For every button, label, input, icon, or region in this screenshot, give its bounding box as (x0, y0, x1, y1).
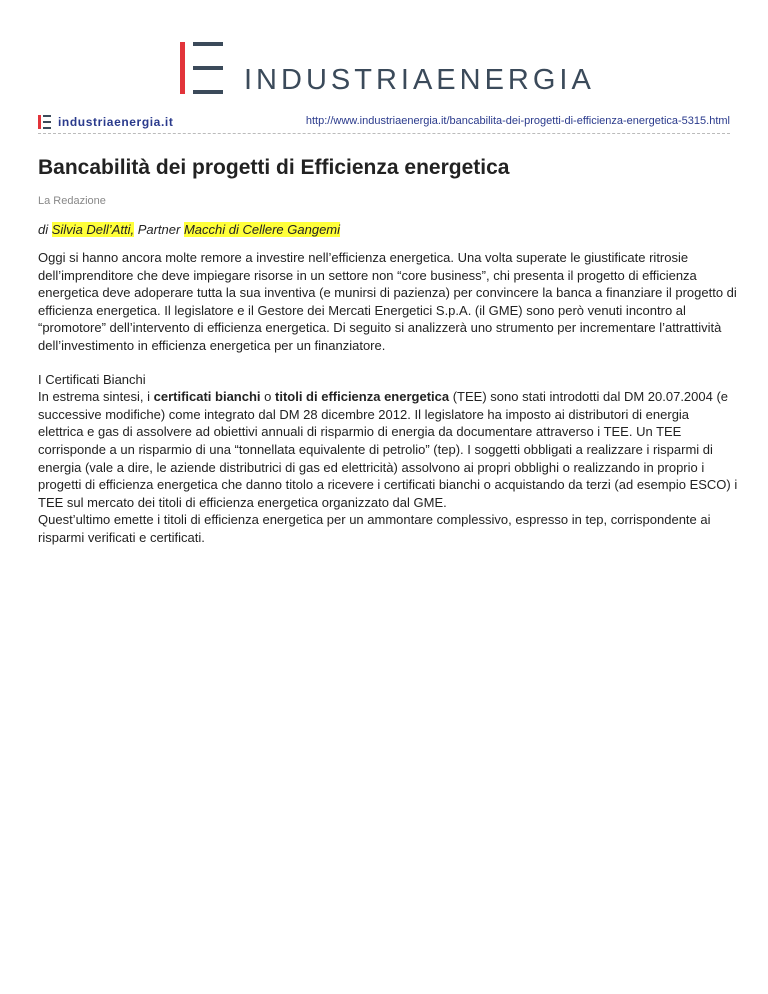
article-body (38, 249, 738, 563)
site-logo[interactable] (180, 40, 595, 96)
term-certificati-bianchi: certificati bianchi (153, 389, 261, 405)
term-titoli-efficienza: titoli di efficienza energetica (275, 389, 450, 405)
logo-mark-icon (180, 40, 226, 96)
byline-role: Partner (134, 222, 184, 237)
paragraph-intro: Oggi si hanno ancora molte remore a investire nell’efficienza energetica. Una volta superate le giustificate ritrosie dell’imprenditore che deve impiegare risorse in un settore non “core business”, chi presenta il progetto di efficienza energetica deve adoperare tutta la sua inventiva (e munirsi di pazienza) per convincere la banca a finanziare il progetto di efficienza energetica. Il legislatore e il Gestore dei Mercati Energetici S.p.A. (il GME) sono però venuti incontro al “promotore” dell’intervento di efficienza energetica. Di seguito si analizzerà uno strumento per incrementare l’attrattività dell’investimento in efficienza energetica per un finanziatore. (38, 250, 737, 353)
byline-firm: Macchi di Cellere Gangemi (183, 222, 341, 237)
header-bar (38, 114, 730, 132)
byline (38, 222, 340, 237)
paragraph-gme: Quest’ultimo emette i titoli di efficienza energetica per un ammontare complessivo, espresso in tep, corrispondente ai risparmi verificati e certificati. (38, 512, 711, 545)
text-span: In estrema sintesi, i (38, 389, 154, 405)
text-span: (TEE) sono stati introdotti dal DM 20.07.2004 (e successive modifiche) come integrato dal DM 28 dicembre 2012. Il legislatore ha imposto ai distributori di energia elettrica e gas di assolvere ad obiettivi annuali di risparmio di energia da documentare attraverso i TEE. Un TEE corrisponde a un risparmio di una “tonnellata equivalente di petrolio” (tep). I soggetti obbligati a realizzare i risparmi di energia (vale a dire, le aziende distributrici di gas ed elettricità) assolvono ai propri obblighi o realizzando in proprio i progetti di efficienza energetica che danno titolo a ricevere i certificati bianchi o acquistando da terzi (ad esempio ESCO) i TEE sul mercato dei titoli di efficienza energetica organizzato dal GME. (38, 389, 738, 510)
byline-prefix: di (38, 222, 52, 237)
text-span: o (260, 389, 275, 405)
header-divider (38, 133, 730, 134)
site-name-link[interactable]: industriaenergia.it (58, 115, 174, 129)
article-title: Bancabilità dei progetti di Efficienza energetica (38, 156, 510, 179)
byline-author-name: Silvia Dell’Atti, (51, 222, 135, 237)
logo-text: INDUSTRIAENERGIA (244, 63, 595, 96)
article-author: La Redazione (38, 195, 106, 207)
article-url-link[interactable]: http://www.industriaenergia.it/bancabilita-dei-progetti-di-efficienza-energetica-5315.html (305, 115, 730, 127)
section-heading: I Certificati Bianchi (38, 371, 146, 387)
paragraph-certificati (38, 371, 738, 547)
site-mini-logo-icon (38, 115, 52, 129)
